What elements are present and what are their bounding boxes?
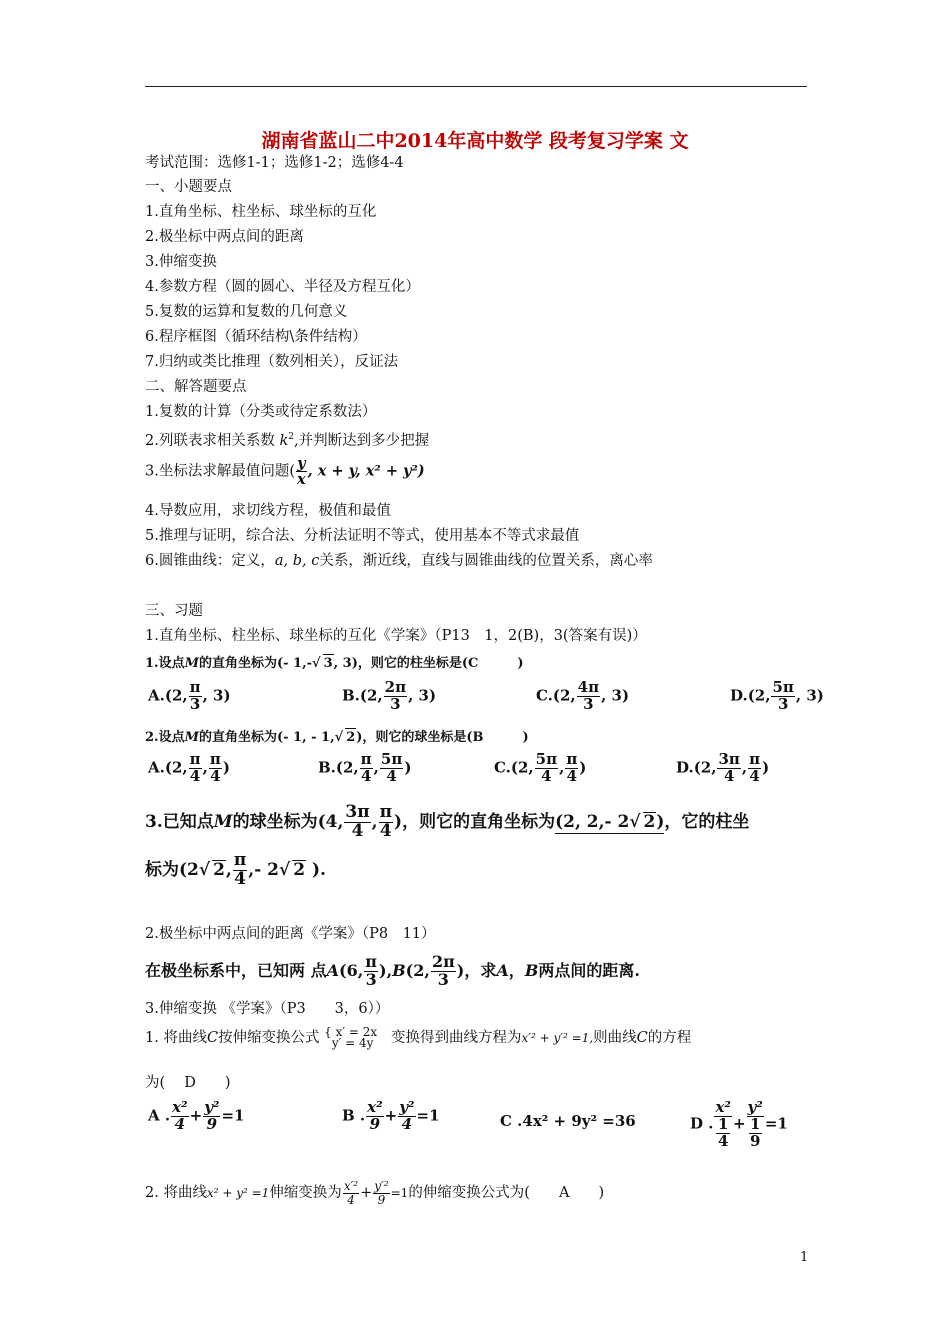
q-text: 2. 将曲线 [145,1185,207,1202]
q-text: ,- 2 [248,859,280,880]
problem-3-q1 [145,1027,691,1049]
numerator: π [749,750,761,768]
list-item: 4.参数方程（圆的圆心、半径及方程互化） [145,279,420,295]
sqrt-radicand: 2 [643,811,656,832]
denominator: 4 [401,1114,413,1133]
problem-heading: 1.直角坐标、柱坐标、球坐标的互化《学案》（P13 1，2(B)，3(答案有误)） [145,628,647,644]
denominator: 9 [377,1192,386,1207]
sqrt-radicand: 3 [323,656,333,671]
q-text: 在极坐标系中，已知两 点 [145,960,327,980]
math-expr: =1 [390,1186,409,1201]
fraction [771,680,794,713]
numerator: π [360,750,372,768]
denominator: 4 [723,766,735,785]
fraction [171,1100,189,1133]
fraction [189,680,202,713]
opt-tail: , 3) [408,686,437,705]
opt-label: C.(2, [536,686,576,705]
math-var: M [184,656,199,671]
denominator: 4 [566,766,578,785]
fraction [748,752,761,785]
option-c [536,680,629,713]
fraction [233,852,247,889]
opt-tail: , 3) [202,686,231,705]
opt-label: A.(2, [148,686,188,705]
list-item: 4.导数应用，求切线方程，极值和最值 [145,503,391,519]
fraction [360,752,373,785]
numerator: y² [747,1098,763,1116]
numerator: 2π [384,678,407,696]
sqrt-radicand: 2 [213,859,225,880]
problem-3-q2: 2. 将曲线x² + y² =1伸缩变换为 $\frac{\text{x′²}}{4}$ + $\frac{\text{y′²}}{9}$ =1的伸缩变换公式为( A ) [145,1179,605,1207]
answer-text: (2, 2,- 2 [555,811,630,832]
opt-tail: ) [579,758,587,777]
fraction [535,752,558,785]
numerator: 4π [577,678,600,696]
math-expr: x² + y² =1 [206,1186,270,1201]
option-c: C.(2, $\frac{5\pi}{4}$ , $\frac{\pi}{4}$ ) [494,750,587,785]
numerator: y [297,455,306,472]
q-text: )，求 [456,960,497,980]
q-text: ). [306,859,326,880]
opt-label: A.(2, [148,758,188,777]
fraction [565,752,578,785]
numerator: 1 [749,1114,761,1133]
system-eq: x′ = 2x [335,1025,378,1039]
list-item: 7.归纳或类比推理（数列相关），反证法 [145,354,399,370]
list-item: 6.程序框图（循环结构\条件结构） [145,329,367,345]
opt-tail: =1 [416,1106,440,1125]
numerator: 5π [535,750,558,768]
denominator: 4 [234,868,246,889]
opt-tail: , 3) [601,686,630,705]
list-item: 1.直角坐标、柱坐标、球坐标的互化 [145,204,377,220]
denominator: 4 [174,1114,186,1133]
exam-scope: 考试范围：选修1-1；选修1-2；选修4-4 [145,155,404,171]
answer-underlined: (2, 2,- 2√ 2) [555,811,665,832]
list-item: 3.伸缩变换 [145,254,217,270]
option-d: D.(2, $\frac{3\pi}{4}$ , $\frac{\pi}{4}$ ) [676,750,770,785]
fraction [373,1180,389,1206]
denominator: 3 [390,694,401,713]
fraction [344,804,370,841]
denominator: 4 [717,1131,729,1150]
list-item: 1.复数的计算（分类或待定系数法） [145,404,377,420]
math-sup: 2 [288,432,294,442]
fraction [384,680,407,713]
item-text: 2.列联表求相关系数 [145,432,275,449]
numerator: π [209,750,221,768]
denominator: 9 [749,1131,761,1150]
q-text: 的方程 [647,1030,692,1046]
denominator: 4 [386,766,397,785]
denominator: 4 [749,766,760,785]
math-var: C [636,1030,648,1046]
q-text: 的伸缩变换公式为( A ) [408,1185,605,1202]
fraction [747,1100,764,1149]
numerator: x² [367,1098,383,1116]
q-text: 变换得到曲线方程为 [391,1030,522,1046]
q-text: 伸缩变换为 [269,1185,342,1202]
q-text: ， [508,960,525,980]
denominator: 9 [369,1114,381,1133]
denominator: 4 [360,766,372,785]
q-text: )，则它的直角坐标为 [394,811,556,832]
numerator: π [189,678,201,696]
opt-tail: ) [762,758,770,777]
list-item: 5.推理与证明，综合法、分析法证明不等式，使用基本不等式求最值 [145,528,580,544]
denominator: 4 [210,766,221,785]
section3-heading: 三、习题 [145,603,203,619]
math-expr: , x + y, x² + y²) [307,462,425,480]
q-text: (6, [339,960,364,980]
denominator: 4 [347,1192,355,1207]
denominator: x [297,471,306,489]
fraction [343,1180,359,1206]
fraction [366,1100,384,1133]
option-b: B.(2, $\frac{\pi}{4}$ , $\frac{5\pi}{4}$ ) [318,750,412,785]
page-number: 1 [800,1250,809,1265]
numerator: 5π [772,678,794,696]
fraction [398,1100,415,1133]
fraction [577,680,600,713]
numerator: y² [204,1098,220,1116]
q-text: ), [379,960,393,980]
question-1: 1.设点M的直角坐标为(- 1,-√ 3, 3)，则它的柱坐标是(C ) [145,656,524,671]
q-text: 则曲线 [593,1030,637,1046]
nested-fraction [715,1114,731,1150]
q-text: , [225,859,232,880]
numerator: 1 [717,1114,729,1133]
answer-text: ) [656,811,665,832]
numerator: π [566,750,578,768]
math-var: M [184,730,199,745]
option-b: B . $\frac{\text{x²}}{9}$ + $\frac{\text{y²}}{4}$ =1 [342,1098,440,1133]
opt-tail: , 3) [795,686,824,705]
numerator: π [189,750,201,768]
fraction [431,954,456,989]
q-text: 3.已知点 [145,811,214,832]
denominator: 3 [437,969,449,989]
q-text: 的球坐标为(4, [232,811,344,832]
q-text: 两点间的距离. [538,960,640,980]
denominator: 3 [189,694,201,713]
opt-label: D.(2, [730,686,771,705]
denominator: 9 [206,1114,218,1133]
opt-label: B.(2, [342,686,383,705]
list-item: 2.极坐标中两点间的距离 [145,229,304,245]
page-title: 湖南省蓝山二中2014年高中数学 段考复习学案 文 [261,130,689,152]
transform-system: { x′ = 2x y′ = 4y [324,1025,378,1050]
fraction [209,752,222,785]
opt-label: A . [148,1106,171,1125]
numerator: π [233,850,247,870]
question-2: 2.设点M的直角坐标为(- 1, - 1,√ 2)，则它的球坐标是(B ) [145,730,529,745]
list-item [145,552,653,570]
denominator: 4 [541,766,552,785]
system-eq: y′ = 4y [331,1036,374,1050]
q-text: 标为(2 [145,859,199,880]
math-expr: x′² + y′² =1, [521,1031,594,1045]
fraction [203,1100,220,1133]
numerator: x² [172,1098,188,1116]
q-text: (2, [405,960,430,980]
option-b [342,680,436,713]
fraction [379,804,393,841]
math-var: k [279,432,289,449]
q-text: , 3)，则它的柱坐标是(C ) [333,656,524,671]
fraction [717,752,740,785]
list-item: 5.复数的运算和复数的几何意义 [145,304,348,320]
math-var: a, b, c [274,553,320,569]
q-text: )，则它的球坐标是(B ) [356,730,529,745]
denominator: 3 [583,694,594,713]
denominator: 4 [351,820,364,841]
math-var: A [496,960,509,980]
numerator: 3π [718,750,740,768]
list-item [145,428,429,450]
denominator: 3 [365,969,377,989]
numerator: 5π [380,750,403,768]
question-3: 3.已知点M的球坐标为(4, $\frac{3\pi}{4}$ , $\frac{\pi}{4}$ )，则它的直角坐标为(2, 2,- 2√ 2)，它的柱坐 [145,802,750,841]
fraction [296,456,307,487]
opt-tail: =1 [221,1106,245,1125]
problem-2-question [145,954,640,989]
q-text: 1. 将曲线 [145,1030,207,1046]
problem-heading: 3.伸缩变换 《学案》（P3 3，6）） [145,1001,390,1017]
fraction [380,752,403,785]
numerator: y′² [374,1179,389,1193]
item-text: 关系，渐近线，直线与圆锥曲线的位置关系，离心率 [319,553,653,569]
sqrt-radicand: 2 [293,859,306,880]
numerator: y² [399,1098,415,1116]
numerator: x² [715,1098,731,1116]
math-var: B [524,960,539,980]
fraction [189,752,202,785]
option-d: D . x² 1 4 + y² 1 9 =1 [690,1098,788,1150]
numerator: 3π [345,802,370,822]
numerator: x′² [343,1179,359,1193]
sqrt-radicand: 2 [346,730,356,745]
section1-heading: 一、小题要点 [145,179,232,195]
opt-label: C.(2, [494,758,534,777]
math-var: C [206,1030,219,1046]
option-c: C .4x² + 9y² =36 [500,1112,636,1130]
problem-3-q1-answer: 为( D ) [145,1075,231,1091]
numerator: 2π [431,952,455,971]
top-rule [145,86,807,87]
q-text: 1.设点 [145,656,185,671]
math-var: B [392,960,406,980]
opt-tail: =1 [764,1114,788,1133]
numerator: π [365,952,377,971]
denominator: 4 [379,820,392,841]
q-text: 按伸缩变换公式 [218,1030,320,1046]
problem-heading: 2.极坐标中两点间的距离《学案》（P8 11） [145,926,436,942]
opt-label: D.(2, [676,758,717,777]
option-a: A.(2, $\frac{\pi}{4}$ , $\frac{\pi}{4}$ ) [148,750,230,785]
nested-fraction [748,1114,763,1150]
list-item [145,456,425,487]
option-a: A . $\frac{\text{x²}}{4}$ + $\frac{\text{y²}}{9}$ =1 [148,1098,245,1133]
q-text: ，它的柱坐 [664,811,750,832]
fraction [714,1100,732,1149]
option-d [730,680,824,713]
math-var: M [213,811,233,832]
denominator: 4 [189,766,201,785]
item-text: ,并判断达到多少把握 [293,432,430,449]
item-text: 6.圆锥曲线：定义， [145,553,275,569]
item-text: 3.坐标法求解最值问题( [145,463,295,480]
opt-label: B.(2, [318,758,359,777]
math-var: A [326,960,339,980]
section2-heading: 二、解答题要点 [145,379,247,395]
option-a [148,680,231,713]
opt-tail: ) [404,758,412,777]
q-text: 2.设点 [145,730,185,745]
denominator: 3 [777,694,789,713]
q-text: 的直角坐标为(- 1,- [198,656,313,671]
q-text: 的直角坐标为(- 1, - 1, [198,730,335,745]
opt-label: D . [690,1114,714,1133]
opt-label: B . [342,1106,366,1125]
numerator: π [379,802,393,822]
fraction [364,954,378,989]
opt-tail: ) [222,758,230,777]
question-3-line2: 标为(2√ 2, $\frac{\pi}{4}$ ,- 2√ 2 ). [145,850,326,889]
